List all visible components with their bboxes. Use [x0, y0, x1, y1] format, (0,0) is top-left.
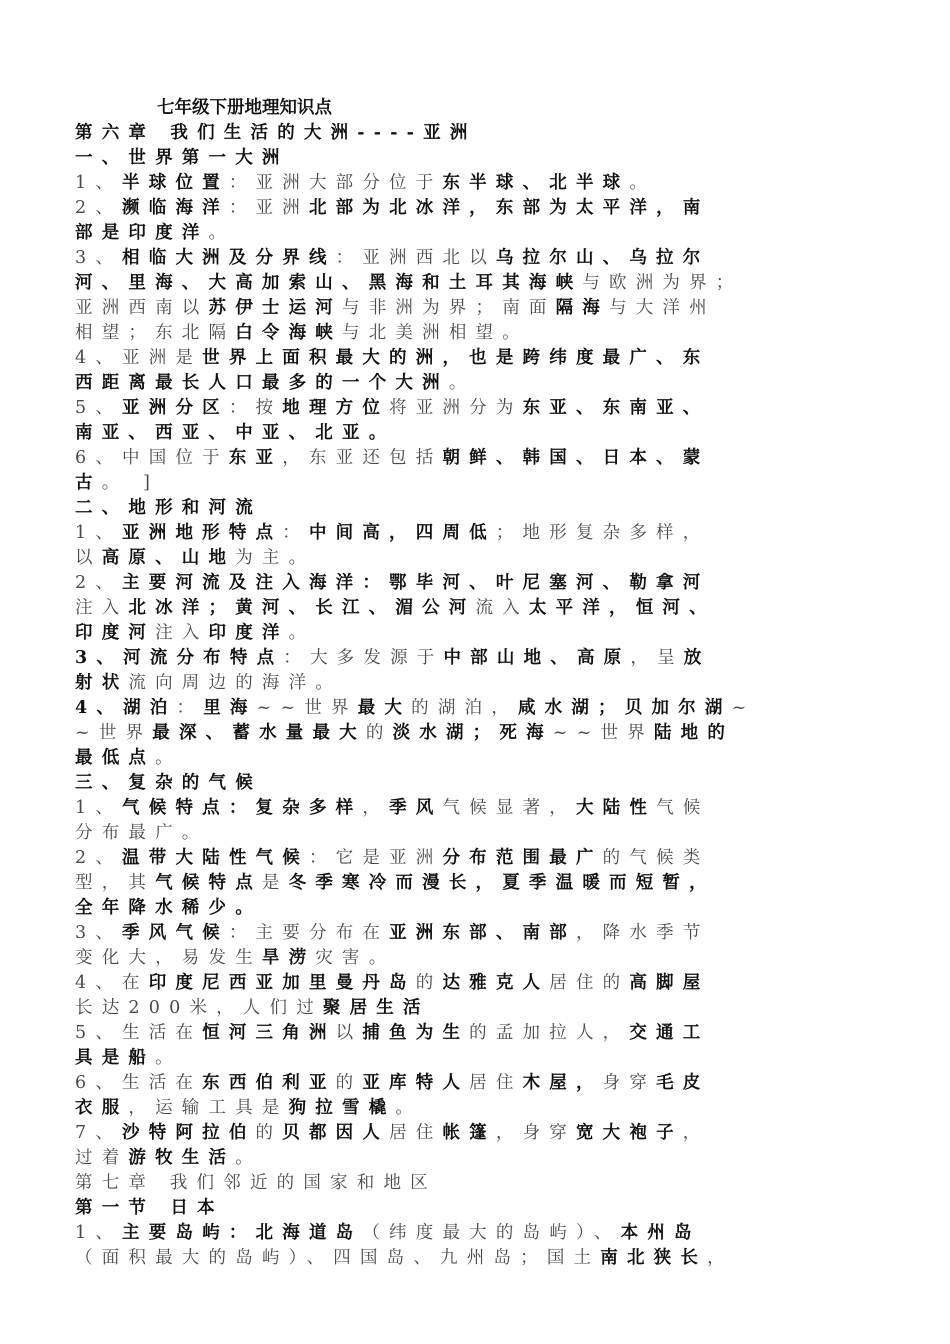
bold-text-run: 印度河: [75, 623, 156, 643]
bold-text-run: 主要河流及注入海洋：鄂毕河、叶尼塞河、勒拿河: [122, 573, 710, 593]
text-run: 是: [261, 873, 289, 893]
text-run: ，: [682, 1123, 710, 1143]
text-run: 6、中国位于: [75, 448, 229, 468]
bold-text-run: 亚洲分区: [122, 398, 229, 418]
bold-text-run: 亚洲地形特点: [122, 523, 283, 543]
bold-text-run: 衣服: [75, 1098, 129, 1118]
text-run: 7、: [75, 1123, 123, 1143]
text-run: 2、: [75, 573, 123, 593]
text-run: （面积最大的岛屿）、四国岛、九州岛；国土: [75, 1248, 601, 1268]
text-run: 注入: [75, 598, 129, 618]
text-run: 。: [208, 223, 236, 243]
text-line: [75, 1021, 895, 1046]
text-line: [75, 546, 895, 571]
bold-text-run: 东亚、东南亚、: [522, 398, 710, 418]
text-run: 居住的: [549, 973, 630, 993]
text-run: 与非洲为界；南面: [342, 298, 556, 318]
text-line: [75, 821, 895, 846]
text-line: [75, 596, 895, 621]
text-run: 5、生活在: [75, 1023, 203, 1043]
text-line: [75, 721, 895, 746]
text-line: [75, 671, 895, 696]
bold-text-run: 第六章 我们生活的大洲----亚洲: [75, 123, 477, 143]
text-run: 6、生活在: [75, 1073, 203, 1093]
text-line: [75, 121, 895, 146]
text-line: [75, 896, 895, 921]
text-line: [75, 246, 895, 271]
bold-text-run: 亚洲东部、南部: [389, 923, 576, 943]
text-run: 与欧洲为界；: [582, 273, 743, 293]
text-line: [75, 696, 895, 721]
bold-text-run: 东半球、北半球: [442, 173, 630, 193]
text-run: ~世界: [75, 723, 153, 743]
bold-text-run: 部是印度洋: [75, 223, 209, 243]
bold-text-run: 高原、山地: [101, 548, 236, 568]
text-run: 气候显著，: [442, 798, 576, 818]
text-run: 第七章 我们邻近的国家和地区: [75, 1173, 437, 1193]
bold-text-run: 射状: [75, 673, 129, 693]
text-run: 过着: [75, 1148, 129, 1168]
text-line: [75, 1171, 895, 1196]
text-run: ，运输工具是: [128, 1098, 289, 1118]
text-line: [75, 871, 895, 896]
text-run: ，身穿: [495, 1123, 576, 1143]
bold-text-run: 木屋，: [522, 1073, 603, 1093]
text-run: 灾害。: [315, 948, 396, 968]
text-run: 为主。: [235, 548, 316, 568]
text-line: [75, 946, 895, 971]
bold-text-run: 全年降水稀少。: [75, 898, 262, 918]
text-line: [75, 471, 895, 496]
bold-text-run: 隔海: [555, 298, 610, 318]
text-run: 流入: [475, 598, 529, 618]
bold-text-run: 4、湖泊: [75, 698, 177, 718]
text-line: [75, 146, 895, 171]
text-run: 。: [448, 373, 476, 393]
bold-text-run: 高脚屋: [629, 973, 710, 993]
text-line: [75, 996, 895, 1021]
bold-text-run: 中间高，四周低: [308, 523, 496, 543]
bold-text-run: 宽大袍子: [575, 1123, 683, 1143]
text-line: [75, 796, 895, 821]
text-run: 。: [155, 748, 182, 768]
bold-text-run: 最大: [357, 698, 412, 718]
bold-text-run: 一、世界第一大洲: [75, 148, 289, 168]
text-line: [75, 521, 895, 546]
bold-text-run: 毛皮: [656, 1073, 710, 1093]
text-run: 的气候类: [602, 848, 710, 868]
bold-text-run: 气候特点：复杂多样: [122, 798, 363, 818]
text-run: ~~世界: [552, 723, 654, 743]
bold-text-run: 第一节 日本: [75, 1198, 224, 1218]
text-run: 3、: [75, 923, 123, 943]
bold-text-run: 最深、蓄水量最大: [152, 723, 366, 743]
text-line: [75, 746, 895, 771]
text-line: [75, 346, 895, 371]
bold-text-run: 达雅克人: [442, 973, 550, 993]
text-run: 。: [629, 173, 657, 193]
bold-text-run: 西距离最长人口最多的一个大洲: [75, 373, 449, 393]
text-line: [75, 771, 895, 796]
bold-text-run: 二、地形和河流: [75, 498, 262, 518]
text-run: 1、: [75, 1223, 123, 1243]
text-run: ：大多发源于: [283, 648, 444, 668]
document-title: [75, 96, 895, 121]
text-run: 变化大，易发生: [75, 948, 262, 968]
text-run: 注入: [155, 623, 209, 643]
bold-text-run: 气候特点: [155, 873, 262, 893]
text-run: 5、: [75, 398, 123, 418]
text-run: 亚洲西南以: [75, 298, 209, 318]
text-line: [75, 1096, 895, 1121]
text-line: [75, 371, 895, 396]
text-run: 的孟加拉人，: [469, 1023, 630, 1043]
text-line: [75, 446, 895, 471]
text-run: 2、: [75, 198, 123, 218]
bold-text-run: 河、里海、大高加索山、黑海和土耳其海峡: [75, 273, 583, 293]
bold-text-run: 半球位置: [122, 173, 229, 193]
text-run: 1、: [75, 523, 123, 543]
text-run: 4、在: [75, 973, 149, 993]
bold-text-run: 濒临海洋: [122, 198, 229, 218]
text-run: ：: [176, 698, 204, 718]
text-run: ：亚洲西北以: [335, 248, 496, 268]
bold-text-run: 分布范围最广: [442, 848, 603, 868]
bold-text-run: 相临大洲及分界线: [122, 248, 336, 268]
document-page: [75, 96, 895, 1271]
bold-text-run: 游牧生活: [128, 1148, 236, 1168]
text-run: 流向周边的海洋。: [128, 673, 343, 693]
text-run: 以: [75, 548, 102, 568]
bold-text-run: 东亚: [228, 448, 283, 468]
text-run: 气候: [656, 798, 710, 818]
text-run: ：主要分布在: [228, 923, 390, 943]
bold-text-run: 乌拉尔山、乌拉尔: [495, 248, 710, 268]
bold-text-run: 淡水湖；死海: [392, 723, 553, 743]
bold-text-run: 聚居生活: [322, 998, 430, 1018]
text-line: [75, 296, 895, 321]
text-run: 型，其: [75, 873, 156, 893]
bold-text-run: 咸水湖；贝加尔湖: [517, 698, 732, 718]
text-run: ，: [707, 1248, 734, 1268]
text-run: 与大洋州: [609, 298, 716, 318]
text-line: [75, 646, 895, 671]
bold-text-run: 三、复杂的气候: [75, 773, 262, 793]
bold-text-run: 北部为北冰洋，东部为太平洋，南: [308, 198, 710, 218]
bold-text-run: 陆地的: [653, 723, 735, 743]
text-line: [75, 1071, 895, 1096]
bold-text-run: 贝都因人: [282, 1123, 390, 1143]
bold-text-run: 主要岛屿：北海道岛: [122, 1223, 363, 1243]
text-line: [75, 396, 895, 421]
bold-text-run: 印度洋: [208, 623, 289, 643]
text-line: [75, 571, 895, 596]
text-run: 身穿: [602, 1073, 657, 1093]
text-line: [75, 221, 895, 246]
bold-text-run: 恒河三角洲: [202, 1023, 336, 1043]
text-run: ，: [362, 798, 390, 818]
bold-text-run: 七年级下册地理知识点: [157, 98, 332, 118]
bold-text-run: 3、河流分布特点: [75, 648, 284, 668]
text-line: [75, 1146, 895, 1171]
text-run: 居住: [389, 1123, 443, 1143]
text-line: [75, 321, 895, 346]
text-run: ~~世界: [256, 698, 358, 718]
text-line: [75, 196, 895, 221]
text-run: ；地形复杂多样，: [495, 523, 710, 543]
bold-text-run: 南亚、西亚、中亚、北亚。: [75, 423, 396, 443]
bold-text-run: 太平洋，恒河、: [528, 598, 716, 618]
bold-text-run: 捕鱼为生: [362, 1023, 470, 1043]
bold-text-run: 大陆性: [575, 798, 657, 818]
bold-text-run: 季风气候: [122, 923, 229, 943]
text-run: ：: [282, 523, 309, 543]
text-run: 将亚洲分为: [389, 398, 523, 418]
bold-text-run: 亚库特人: [362, 1073, 470, 1093]
bold-text-run: 苏伊士运河: [208, 298, 342, 318]
bold-text-run: 沙特阿拉伯: [122, 1123, 256, 1143]
text-run: 的: [415, 973, 443, 993]
text-run: ~: [731, 698, 756, 718]
text-line: [75, 971, 895, 996]
text-line: [75, 621, 895, 646]
bold-text-run: 最低点: [75, 748, 156, 768]
text-line: [75, 1196, 895, 1221]
bold-text-run: 朝鲜、韩国、日本、蒙: [442, 448, 710, 468]
text-line: [75, 1121, 895, 1146]
bold-text-run: 季风: [389, 798, 443, 818]
text-run: 。 ]: [101, 473, 160, 493]
text-run: 长达200米，人们过: [75, 998, 323, 1018]
text-line: [75, 1246, 895, 1271]
bold-text-run: 中部山地、高原: [443, 648, 631, 668]
text-line: [75, 421, 895, 446]
bold-text-run: 具是船: [75, 1048, 156, 1068]
text-run: 的湖泊，: [411, 698, 518, 718]
bold-text-run: 交通工: [629, 1023, 710, 1043]
text-run: 1、: [75, 173, 123, 193]
text-line: [75, 846, 895, 871]
text-run: 3、: [75, 248, 123, 268]
text-run: 。: [288, 623, 316, 643]
bold-text-run: 本州岛: [620, 1223, 701, 1243]
bold-text-run: 旱涝: [261, 948, 316, 968]
text-line: [75, 271, 895, 296]
text-run: ，降水季节: [575, 923, 710, 943]
text-run: 相望；东北隔: [75, 323, 236, 343]
text-line: [75, 496, 895, 521]
bold-text-run: 南北狭长: [600, 1248, 708, 1268]
text-line: [75, 171, 895, 196]
text-run: 4、亚洲是: [75, 348, 203, 368]
bold-text-run: 世界上面积最大的洲，也是跨纬度最广、东: [202, 348, 710, 368]
text-run: （纬度最大的岛屿）、: [362, 1223, 621, 1243]
text-line: [75, 1221, 895, 1246]
bold-text-run: 狗拉雪橇: [288, 1098, 396, 1118]
text-run: 。: [155, 1048, 182, 1068]
bold-text-run: 地理方位: [282, 398, 390, 418]
bold-text-run: 冬季寒冷而漫长，夏季温暖而短暂，: [288, 873, 716, 893]
bold-text-run: 温带大陆性气候: [122, 848, 309, 868]
text-run: ：亚洲: [228, 198, 309, 218]
text-run: 的: [365, 723, 393, 743]
text-line: [75, 921, 895, 946]
bold-text-run: 放: [683, 648, 711, 668]
text-run: 2、: [75, 848, 123, 868]
text-run: 居住: [469, 1073, 523, 1093]
text-run: ，呈: [630, 648, 684, 668]
text-run: 与北美洲相望。: [342, 323, 529, 343]
text-run: ，东亚还包括: [282, 448, 443, 468]
text-run: 分布最广。: [75, 823, 209, 843]
bold-text-run: 里海: [203, 698, 257, 718]
bold-text-run: 北冰洋；黄河、长江、湄公河: [128, 598, 476, 618]
text-run: 的: [255, 1123, 283, 1143]
bold-text-run: 白令海峡: [235, 323, 343, 343]
text-run: 的: [335, 1073, 363, 1093]
bold-text-run: 古: [75, 473, 102, 493]
bold-text-run: 东西伯利亚: [202, 1073, 336, 1093]
text-run: 。: [395, 1098, 423, 1118]
bold-text-run: 帐篷: [442, 1123, 496, 1143]
bold-text-run: 印度尼西亚加里曼丹岛: [148, 973, 416, 993]
text-run: 1、: [75, 798, 123, 818]
text-run: 。: [235, 1148, 262, 1168]
text-run: ：亚洲大部分位于: [228, 173, 443, 193]
text-line: [75, 1046, 895, 1071]
text-run: ：它是亚洲: [308, 848, 443, 868]
text-run: ：按: [228, 398, 283, 418]
text-run: 以: [335, 1023, 363, 1043]
